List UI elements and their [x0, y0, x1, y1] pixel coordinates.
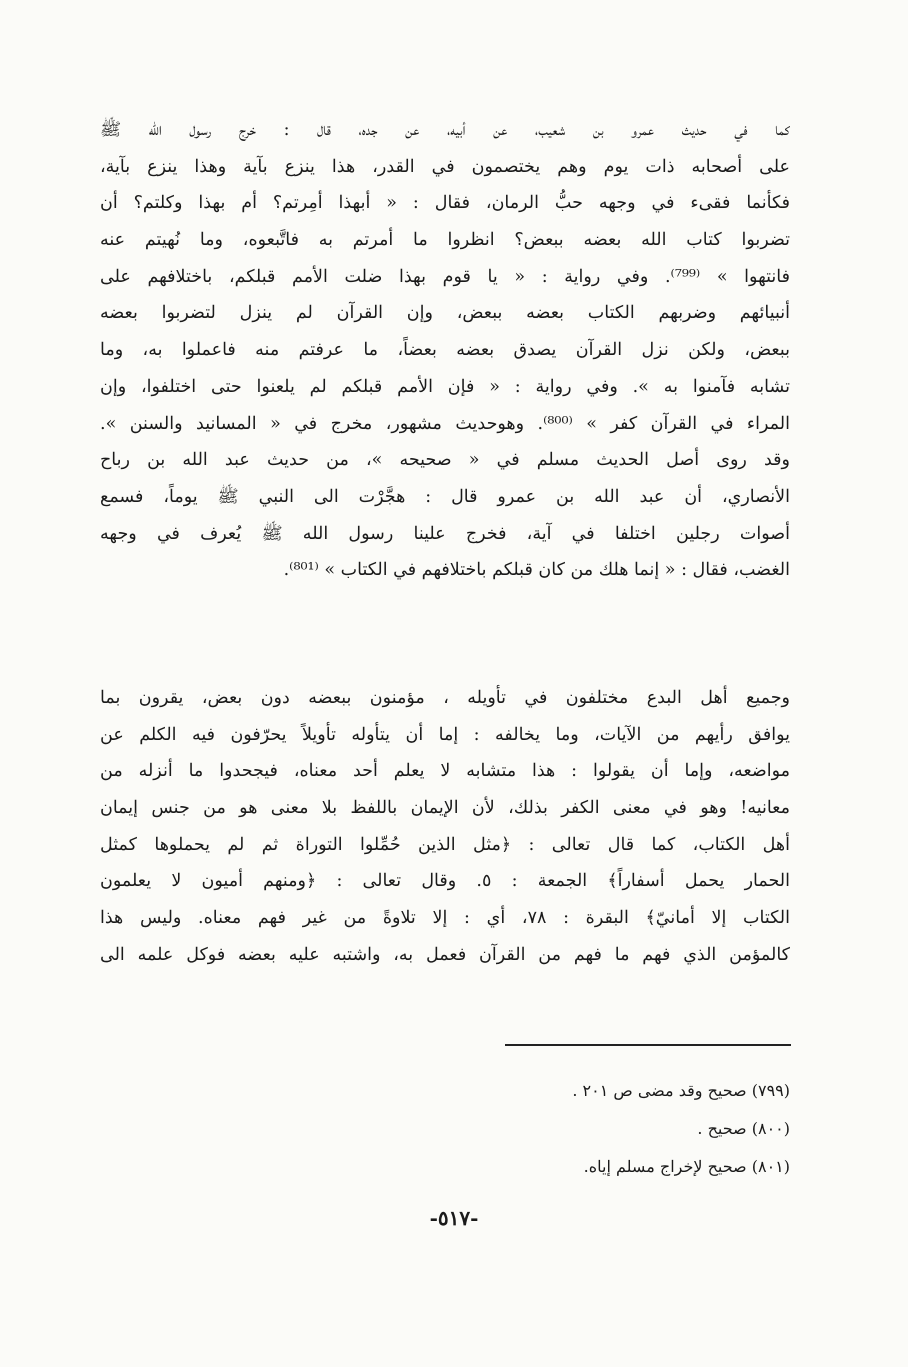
text-line: الغضب، فقال : « إنما هلك من كان قبلكم باختلافهم في الكتاب » ⁽⁸⁰¹⁾. [283, 560, 790, 581]
footnote-800: (٨٠٠) صحيح . [697, 1119, 790, 1138]
paragraph-1 [100, 112, 790, 589]
text-line: كالمؤمن الذي فهم ما فهم من القرآن فعمل به، واشتبه عليه بعضه فوكل علمه الى [100, 944, 790, 965]
text-line: أهل الكتاب، كما قال تعالى : ﴿مثل الذين حُمِّلوا التوراة ثم لم يحملوها كمثل [100, 834, 790, 855]
text-line: فكأنما فقىء في وجهه حبُّ الرمان، فقال : « أبهذا أمِرتم؟ أم بهذا وكلتم؟ أن [100, 193, 790, 214]
text-line: ببعض، ولكن نزل القرآن يصدق بعضه بعضاً، ما عرفتم منه فاعملوا به، وما [100, 340, 790, 361]
text-line: على أصحابه ذات يوم وهم يختصمون في القدر، هذا ينزع بآية وهذا ينزع بآية، [100, 156, 790, 177]
paragraph-2 [100, 680, 790, 974]
text-line: مواضعه، وإما أن يقولوا : هذا متشابه لا يعلم أحد معناه، فيجحدوا ما أنزله من [100, 761, 790, 782]
text-line: كما في حديث عمرو بن شعيب، عن أبيه، عن جده، قال : خرج رسول الله ﷺ [100, 120, 790, 140]
text-line: الحمار يحمل أسفاراً﴾ الجمعة : ٥. وقال تعالى : ﴿ومنهم أميون لا يعلمون [100, 871, 790, 892]
text-line: أنبيائهم وضربهم الكتاب بعضه ببعض، وإن القرآن لم ينزل لتضربوا بعضه [100, 303, 790, 324]
text-line: تشابه فآمنوا به ». وفي رواية : « فإن الأمم قبلكم لم يلعنوا حتى اختلفوا، وإن [100, 376, 790, 397]
footnote-801: (٨٠١) صحيح لإخراج مسلم إياه. [583, 1157, 790, 1176]
text-line: أصوات رجلين اختلفا في آية، فخرج علينا رسول الله ﷺ يُعرف في وجهه [100, 523, 790, 544]
footnotes [420, 1072, 790, 1186]
text-line: تضربوا كتاب الله بعضه ببعض؟ انظروا ما أمرتم به فاتَّبعوه، وما نُهيتم عنه [100, 230, 790, 251]
text-line: الأنصاري، أن عبد الله بن عمرو قال : هجَّرْت الى النبي ﷺ يوماً، فسمع [100, 486, 790, 507]
text-line: الكتاب إلا أمانيّ﴾ البقرة : ٧٨، أي : إلا تلاوةً من غير فهم معناه. وليس هذا [100, 908, 790, 929]
footnote-separator [505, 1044, 791, 1046]
text-line: يوافق رأيهم من الآيات، وما يخالفه : إما أن يتأوله تأويلاً يحرّفون فيه الكلم عن [100, 724, 790, 745]
page-number: -٥١٧- [429, 1206, 479, 1230]
text-line: المراء في القرآن كفر » ⁽⁸⁰⁰⁾. وهوحديث مشهور، مخرج في « المسانيد والسنن ». [100, 413, 790, 434]
text-line: وقد روى أصل الحديث مسلم في « صحيحه »، من حديث عبد الله بن رباح [100, 450, 790, 471]
footnote-799: (٧٩٩) صحيح وقد مضى ص ٢٠١ . [572, 1081, 790, 1100]
text-line: معانيه! وهو في معنى الكفر بذلك، لأن الإيمان باللفظ بلا معنى هو من جنس إيمان [100, 798, 790, 819]
text-line: وجميع أهل البدع مختلفون في تأويله ، مؤمنون ببعضه دون بعض، يقرون بما [100, 688, 790, 708]
text-line: فانتهوا » ⁽⁷⁹⁹⁾. وفي رواية : « يا قوم بهذا ضلت الأمم قبلكم، باختلافهم على [100, 266, 790, 287]
